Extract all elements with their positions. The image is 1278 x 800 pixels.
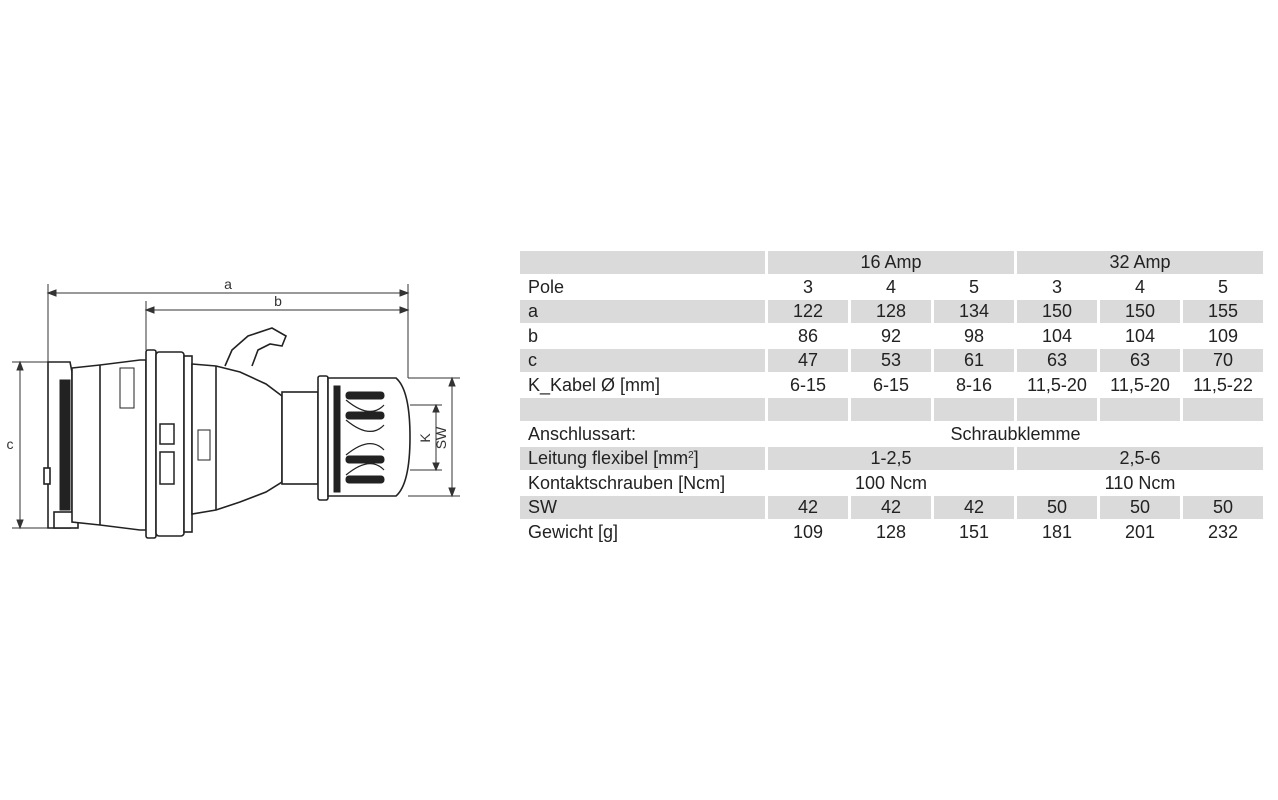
table-cell: 70 (1183, 349, 1266, 374)
table-cell: 63 (1100, 349, 1183, 374)
table-cell-empty (1017, 398, 1100, 423)
table-header-row (520, 251, 1266, 276)
table-cell: 150 (1017, 300, 1100, 325)
header-empty-cell (520, 251, 768, 276)
table-row-a (520, 300, 1266, 325)
table-cell: 109 (1183, 325, 1266, 350)
table-row-empty (520, 398, 1266, 423)
plug-technical-drawing (0, 0, 520, 800)
row-label-text: Leitung flexibel [mm (528, 448, 689, 469)
dimension-c (12, 362, 48, 528)
table-cell: 201 (1100, 521, 1183, 546)
table-cell: 2,5-6 (1017, 447, 1266, 472)
table-cell: 11,5-20 (1017, 374, 1100, 399)
table-cell: 53 (851, 349, 934, 374)
specification-table (520, 251, 1266, 545)
table-cell: 128 (851, 521, 934, 546)
row-label: Kontaktschrauben [Ncm] (520, 472, 768, 497)
table-cell: 6-15 (851, 374, 934, 399)
plug-body (44, 328, 410, 538)
table-cell: 11,5-20 (1100, 374, 1183, 399)
row-label-end: ] (693, 448, 699, 469)
table-row-sw (520, 496, 1266, 521)
dimension-label-b: b (274, 293, 282, 309)
table-row-gewicht (520, 521, 1266, 546)
dimension-label-sw: SW (433, 426, 449, 450)
table-cell: 181 (1017, 521, 1100, 546)
table-cell: 109 (768, 521, 851, 546)
header-16-amp: 16 Amp (768, 251, 1017, 276)
table-cell: 232 (1183, 521, 1266, 546)
row-label: c (520, 349, 768, 374)
table-row-leitung (520, 447, 1266, 472)
table-cell: 50 (1183, 496, 1266, 521)
table-row-kontakt (520, 472, 1266, 497)
table-row-c (520, 349, 1266, 374)
header-32-amp: 32 Amp (1017, 251, 1266, 276)
table-cell-empty (851, 398, 934, 423)
table-cell: 5 (934, 276, 1017, 301)
table-cell: 104 (1017, 325, 1100, 350)
unit-exponent: 2 (688, 450, 694, 462)
table-cell: 11,5-22 (1183, 374, 1266, 399)
table-cell: 122 (768, 300, 851, 325)
row-label: Pole (520, 276, 768, 301)
table-row-anschlussart (520, 423, 1266, 448)
dimension-label-a: a (224, 276, 232, 292)
table-cell: 98 (934, 325, 1017, 350)
row-label: K_Kabel Ø [mm] (520, 374, 768, 399)
table-cell-empty (768, 398, 851, 423)
table-cell: 50 (1017, 496, 1100, 521)
table-cell: 151 (934, 521, 1017, 546)
table-cell: 42 (768, 496, 851, 521)
dimension-label-c: c (6, 436, 14, 452)
table-cell: 5 (1183, 276, 1266, 301)
row-label (520, 447, 768, 472)
table-cell-empty (1100, 398, 1183, 423)
table-cell: 134 (934, 300, 1017, 325)
table-cell: 104 (1100, 325, 1183, 350)
table-cell: 86 (768, 325, 851, 350)
table-cell: 61 (934, 349, 1017, 374)
table-row-b (520, 325, 1266, 350)
row-label: a (520, 300, 768, 325)
row-label: Gewicht [g] (520, 521, 768, 546)
table-cell: 63 (1017, 349, 1100, 374)
table-cell: 8-16 (934, 374, 1017, 399)
table-cell: 47 (768, 349, 851, 374)
dimension-label-k: K (417, 433, 433, 443)
table-row-k-kabel (520, 374, 1266, 399)
table-cell: 3 (768, 276, 851, 301)
table-cell-empty (520, 398, 768, 423)
table-cell: 155 (1183, 300, 1266, 325)
row-label: b (520, 325, 768, 350)
table-cell: 42 (851, 496, 934, 521)
table-cell: 4 (1100, 276, 1183, 301)
table-cell: 110 Ncm (1017, 472, 1266, 497)
table-cell: 128 (851, 300, 934, 325)
table-cell-empty (1183, 398, 1266, 423)
table-cell: 3 (1017, 276, 1100, 301)
table-cell: 1-2,5 (768, 447, 1017, 472)
table-cell: 100 Ncm (768, 472, 1017, 497)
row-label: SW (520, 496, 768, 521)
table-row-pole (520, 276, 1266, 301)
table-cell: 50 (1100, 496, 1183, 521)
table-cell: 92 (851, 325, 934, 350)
table-cell: 150 (1100, 300, 1183, 325)
table-cell: 4 (851, 276, 934, 301)
table-cell-empty (934, 398, 1017, 423)
row-label: Anschlussart: (520, 423, 768, 448)
table-cell: Schraubklemme (768, 423, 1266, 448)
table-cell: 42 (934, 496, 1017, 521)
table-cell: 6-15 (768, 374, 851, 399)
